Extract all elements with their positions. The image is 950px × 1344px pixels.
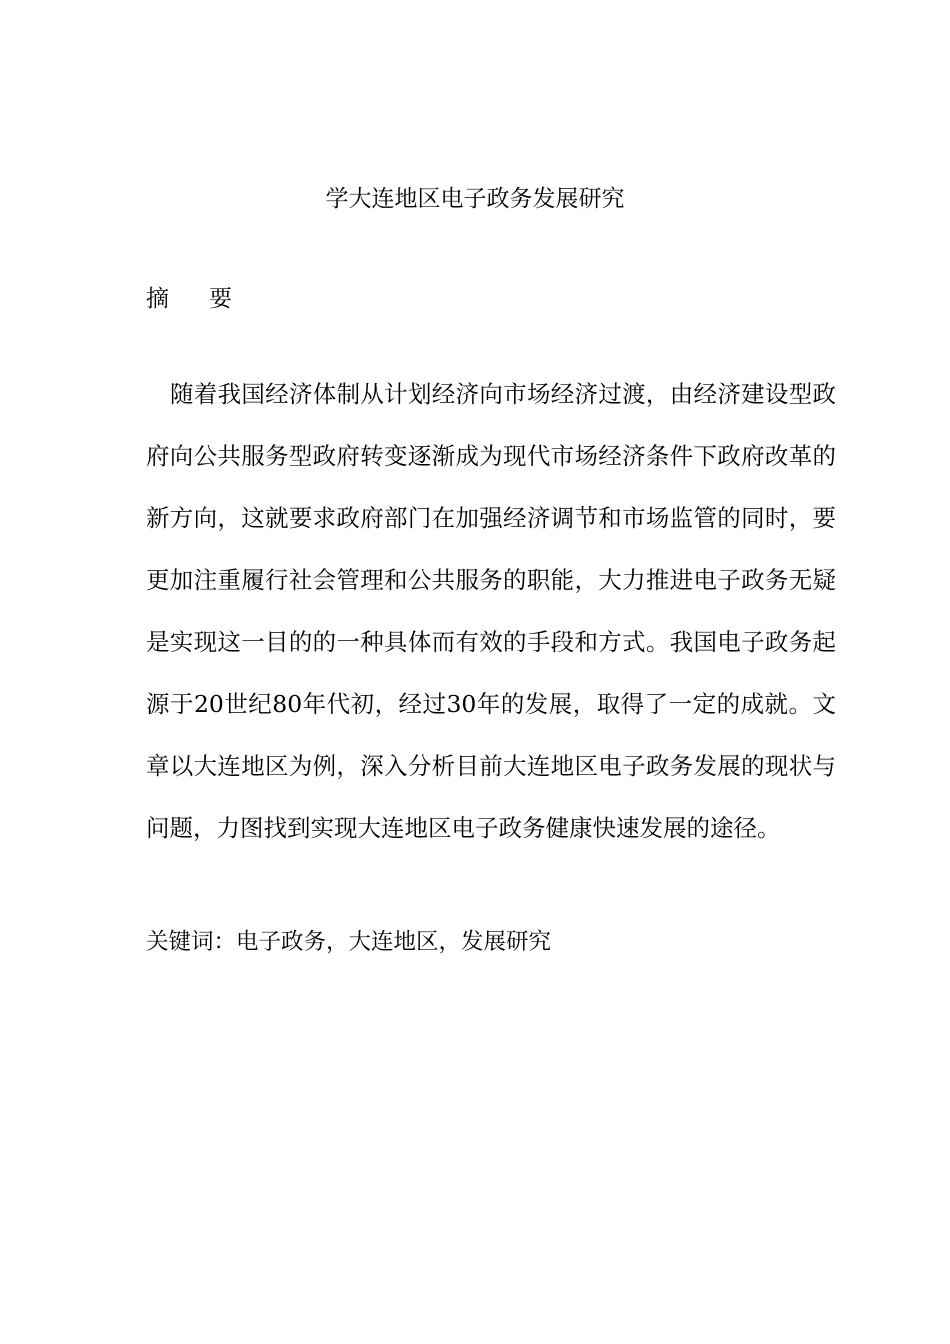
keywords-line: 关键词：电子政务，大连地区，发展研究 [146, 929, 552, 955]
document-title: 学大连地区电子政务发展研究 [325, 186, 625, 212]
abstract-heading-char-1: 摘 [146, 286, 169, 312]
abstract-body: 随着我国经济体制从计划经济向市场经济过渡，由经济建设型政府向公共服务型政府转变逐渐成为现代市场经济条件下政府改革的新方向，这就要求政府部门在加强经济调节和市场监管的同时，要更加注重履行社会管理和公共服务的职能，大力推进电子政务无疑是实现这一目的的一种具体而有效的手段和方式。我国电子政务起源于20世纪80年代初，经过30年的发展，取得了一定的成就。文章以大连地区为例，深入分析目前大连地区电子政务发展的现状与问题，力图找到实现大连地区电子政务健康快速发展的途径。 [146, 380, 836, 842]
abstract-heading [146, 282, 232, 316]
abstract-heading-char-2: 要 [209, 286, 232, 312]
